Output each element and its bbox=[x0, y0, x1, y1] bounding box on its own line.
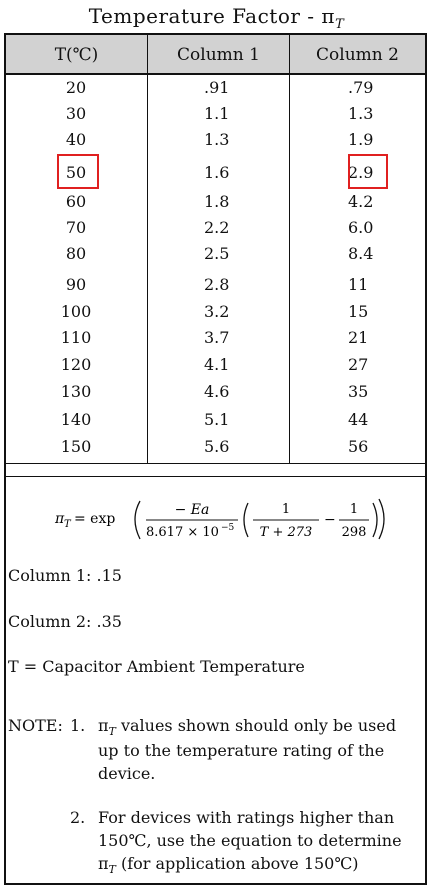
table-row bbox=[6, 101, 425, 127]
column-2-cell: 21 bbox=[348, 328, 369, 347]
column-2-cell: 1.9 bbox=[348, 130, 374, 149]
column-2-cell: 6.0 bbox=[348, 218, 374, 237]
eq-lhs-sub: T bbox=[64, 519, 71, 530]
eq-exp: = exp bbox=[74, 511, 116, 527]
temperature-cell: 80 bbox=[65, 244, 87, 263]
column-1-cell: 2.2 bbox=[204, 218, 230, 237]
note-2-line-1: For devices with ratings higher than bbox=[98, 808, 395, 827]
note-label: NOTE: bbox=[8, 716, 63, 735]
temperature-cell: 70 bbox=[65, 218, 87, 237]
note-1-line-1 bbox=[98, 716, 397, 738]
note-2-pi-subscript: T bbox=[108, 863, 116, 876]
title-pi-subscript: T bbox=[335, 17, 345, 32]
column-1-cell: 4.1 bbox=[204, 355, 230, 374]
table-frame bbox=[4, 33, 427, 885]
column-2-cell: 1.3 bbox=[348, 104, 374, 123]
header-column-1: Column 1 bbox=[177, 45, 260, 65]
column-2-cell: 8.4 bbox=[348, 244, 374, 263]
note-2-line-3 bbox=[98, 854, 359, 876]
table-row bbox=[6, 299, 425, 325]
eq-den3: 298 bbox=[341, 525, 367, 540]
column-2-cell: 27 bbox=[348, 355, 369, 374]
title-text: Temperature Factor - bbox=[88, 4, 315, 28]
column-1-cell: 5.6 bbox=[204, 437, 230, 456]
table-row bbox=[6, 272, 425, 298]
temperature-cell: 130 bbox=[60, 382, 92, 401]
eq-den1-exp: −5 bbox=[221, 523, 235, 533]
column-2-cell: 4.2 bbox=[348, 192, 374, 211]
note-2-text-3: (for application above 150℃) bbox=[120, 854, 359, 873]
temperature-cell: 100 bbox=[60, 302, 92, 321]
table-row bbox=[6, 189, 425, 215]
temperature-cell: 150 bbox=[60, 437, 92, 456]
column-1-cell: 2.8 bbox=[204, 275, 230, 294]
table-row bbox=[6, 127, 425, 153]
table-row bbox=[6, 379, 425, 405]
column-2-cell: 11 bbox=[348, 275, 369, 294]
table-header bbox=[6, 35, 425, 75]
header-temperature: T(℃) bbox=[54, 45, 99, 65]
table-bottom-rule bbox=[6, 463, 425, 464]
column-2-cell: 35 bbox=[348, 382, 369, 401]
note-1-pi-subscript: T bbox=[108, 725, 116, 738]
column-1-cell: 5.1 bbox=[204, 410, 230, 429]
column-1-cell: 1.6 bbox=[204, 163, 230, 182]
eq-den1: 8.617 × 10 bbox=[146, 525, 219, 540]
note-2-pi-symbol: π bbox=[98, 854, 109, 873]
notes-top-rule bbox=[6, 476, 425, 477]
temperature-cell: 20 bbox=[65, 78, 87, 97]
eq-num3: 1 bbox=[349, 502, 359, 517]
column-1-cell: 2.5 bbox=[204, 244, 230, 263]
column-1-cell: 1.8 bbox=[204, 192, 230, 211]
eq-den2: T + 273 bbox=[259, 525, 313, 540]
table-row bbox=[6, 325, 425, 351]
table-row bbox=[6, 407, 425, 433]
column-2-cell: 2.9 bbox=[348, 163, 374, 182]
note-1-number: 1. bbox=[70, 716, 86, 735]
column-2-cell: 44 bbox=[348, 410, 369, 429]
column-2-coefficient: Column 2: .35 bbox=[8, 612, 122, 631]
eq-lhs: π bbox=[55, 511, 65, 527]
note-1-pi-symbol: π bbox=[98, 716, 109, 735]
temperature-cell: 60 bbox=[65, 192, 87, 211]
column-2-cell: .79 bbox=[348, 78, 374, 97]
table-row bbox=[6, 75, 425, 101]
table-row bbox=[6, 241, 425, 267]
title-pi-symbol: π bbox=[321, 4, 336, 28]
eq-inner-close-paren bbox=[373, 503, 377, 537]
temperature-cell: 40 bbox=[65, 130, 87, 149]
header-column-2: Column 2 bbox=[316, 45, 399, 65]
column-1-cell: 3.2 bbox=[204, 302, 230, 321]
equation-graphic bbox=[6, 489, 425, 549]
table-row bbox=[6, 434, 425, 460]
note-1-line-3: device. bbox=[98, 764, 156, 783]
note-1-line-2: up to the temperature rating of the bbox=[98, 741, 385, 760]
pi-t-equation bbox=[6, 489, 425, 549]
temperature-cell: 140 bbox=[60, 410, 92, 429]
temperature-cell: 90 bbox=[65, 275, 87, 294]
column-1-cell: 3.7 bbox=[204, 328, 230, 347]
temperature-cell: 120 bbox=[60, 355, 92, 374]
column-1-cell: .91 bbox=[204, 78, 230, 97]
eq-open-paren bbox=[135, 501, 140, 539]
highlight-box-value bbox=[348, 154, 388, 189]
eq-close-paren bbox=[379, 499, 384, 539]
column-1-coefficient: Column 1: .15 bbox=[8, 566, 122, 585]
temperature-cell: 110 bbox=[60, 328, 92, 347]
page-title bbox=[0, 4, 433, 32]
column-2-cell: 56 bbox=[348, 437, 369, 456]
eq-num1: − Ea bbox=[174, 502, 210, 518]
eq-minus: − bbox=[324, 512, 336, 528]
temperature-cell: 50 bbox=[65, 163, 87, 182]
highlight-box-temperature bbox=[57, 154, 99, 189]
note-1-text-1: values shown should only be used bbox=[120, 716, 397, 735]
column-1-cell: 1.1 bbox=[204, 104, 230, 123]
temperature-cell: 30 bbox=[65, 104, 87, 123]
eq-inner-open-paren bbox=[244, 503, 248, 537]
temperature-definition: T = Capacitor Ambient Temperature bbox=[8, 657, 305, 676]
table-row bbox=[6, 215, 425, 241]
note-2-line-2: 150℃, use the equation to determine bbox=[98, 831, 402, 850]
note-2-number: 2. bbox=[70, 808, 86, 827]
column-1-cell: 4.6 bbox=[204, 382, 230, 401]
column-2-cell: 15 bbox=[348, 302, 369, 321]
column-1-cell: 1.3 bbox=[204, 130, 230, 149]
eq-num2: 1 bbox=[281, 502, 291, 517]
table-row bbox=[6, 352, 425, 378]
